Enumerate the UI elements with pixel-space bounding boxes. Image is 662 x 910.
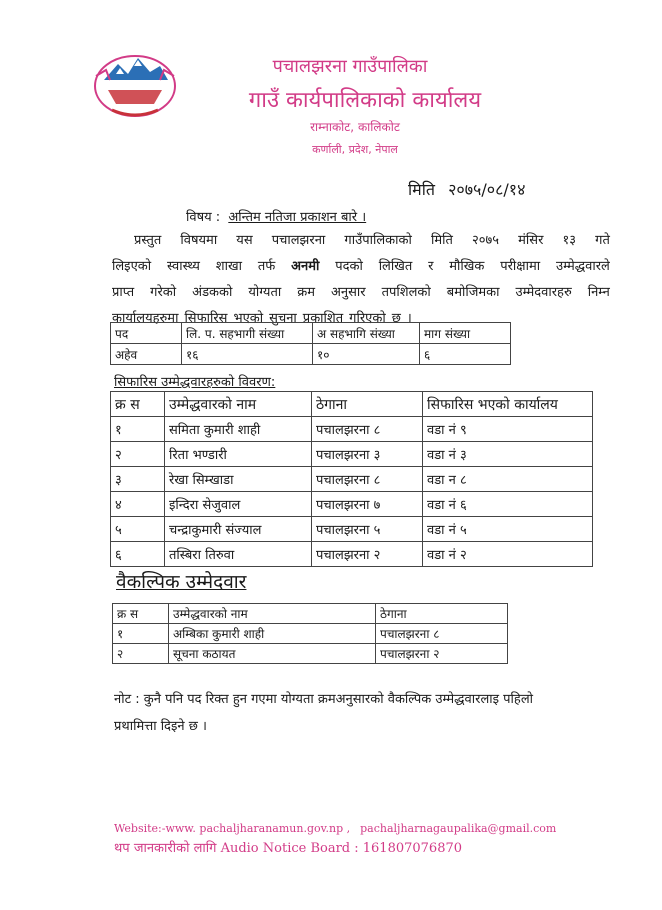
paragraph-word: कार्यालयहरुमा	[112, 311, 179, 326]
paragraph-word: क्रम	[297, 285, 316, 300]
table-cell: वडा नं ६	[423, 492, 593, 517]
table-header-row	[111, 392, 593, 417]
paragraph-word: गते	[595, 233, 610, 248]
table-cell: माग संख्या	[420, 323, 511, 344]
website-link[interactable]: Website:-www. pachaljharanamun.gov.np ,	[114, 822, 351, 835]
table-cell: सूचना कठायत	[169, 644, 376, 664]
paragraph-word: गरेको	[150, 285, 177, 300]
table-cell: वडा नं ३	[423, 442, 593, 467]
municipality-name: पचालझरना गाउँपालिका	[272, 56, 428, 77]
table-cell: वडा न ८	[423, 467, 593, 492]
table-cell: चन्द्राकुमारी संज्याल	[165, 517, 312, 542]
note-text: नोट : कुनै पनि पद रिक्त हुन गएमा योग्यता क्रमअनुसारको वैकल्पिक उम्मेद्धवारलाइ पहिलो प्रथामित्ता दिइने छ ।	[114, 692, 533, 734]
paragraph-word: बमोजिमका	[446, 285, 500, 300]
paragraph-word: उम्मेदवारहरु	[515, 285, 572, 300]
table-cell: वडा नं ९	[423, 417, 593, 442]
date-line	[408, 178, 525, 200]
table-row	[111, 517, 593, 542]
paragraph-line	[112, 254, 610, 280]
paragraph-word: यस	[236, 233, 253, 248]
table-cell: १	[113, 624, 169, 644]
table-cell: अहेव	[111, 344, 182, 365]
table-cell: समिता कुमारी शाही	[165, 417, 312, 442]
table-row	[111, 492, 593, 517]
table-cell: ठेगाना	[312, 392, 423, 417]
paragraph-word: मिति	[430, 233, 453, 248]
office-location: राम्नाकोट, कालिकोट	[310, 120, 400, 134]
table-cell: १०	[313, 344, 420, 365]
table-cell: ठेगाना	[376, 604, 508, 624]
paragraph-word: योग्यता	[248, 285, 282, 300]
table-cell: अम्बिका कुमारी शाही	[169, 624, 376, 644]
table-row	[113, 644, 508, 664]
paragraph-word: तपशिलको	[381, 285, 431, 300]
table-cell: ३	[111, 467, 165, 492]
paragraph-word: मौखिक	[449, 259, 485, 274]
post-summary-table	[110, 322, 511, 365]
table-cell: क्र स	[113, 604, 169, 624]
alternate-table	[112, 603, 508, 664]
table-cell: सिफारिस भएको कार्यालय	[423, 392, 593, 417]
government-emblem-icon	[86, 46, 184, 126]
paragraph-word: निम्न	[587, 285, 610, 300]
table-cell: रिता भण्डारी	[165, 442, 312, 467]
paragraph-word: प्रस्तुत	[134, 233, 162, 248]
table-row	[111, 467, 593, 492]
table-cell: पचालझरना ३	[312, 442, 423, 467]
paragraph-word: भएको	[233, 311, 264, 326]
table-row	[111, 442, 593, 467]
table-row	[111, 417, 593, 442]
audio-notice-line: थप जानकारीको लागि Audio Notice Board : 161807076870	[114, 841, 463, 856]
table-cell: तस्बिरा तिरुवा	[165, 542, 312, 567]
table-row	[113, 624, 508, 644]
subject-value: अन्तिम नतिजा प्रकाशन बारे ।	[228, 210, 367, 225]
paragraph-word: मंसिर	[518, 233, 544, 248]
table-row	[111, 344, 511, 365]
office-province: कर्णाली, प्रदेश, नेपाल	[312, 143, 398, 156]
recommended-table	[110, 391, 593, 567]
table-row	[111, 542, 593, 567]
paragraph-word: लिखित	[378, 259, 413, 274]
table-cell: पद	[111, 323, 182, 344]
paragraph-word: विषयमा	[180, 233, 218, 248]
table-cell: पचालझरना ८	[312, 417, 423, 442]
date-label: मिति	[408, 180, 435, 199]
table-cell: २	[111, 442, 165, 467]
office-name: गाउँ कार्यपालिकाको कार्यालय	[248, 88, 482, 113]
table-cell: पचालझरना ८	[376, 624, 508, 644]
paragraph-word: सुचना	[269, 311, 297, 326]
paragraph-word: छ	[391, 311, 401, 326]
paragraph-word: सिफारिस	[184, 311, 228, 326]
table-cell: २	[113, 644, 169, 664]
table-cell: रेखा सिम्खाडा	[165, 467, 312, 492]
paragraph-word: अंडकको	[192, 285, 233, 300]
table-cell: १६	[182, 344, 313, 365]
paragraph-word: प्रकाशित	[302, 311, 344, 326]
paragraph-word: स्वास्थ्य	[166, 259, 200, 274]
table-cell: उम्मेद्धवारको नाम	[165, 392, 312, 417]
paragraph-word: गरिएको	[349, 311, 386, 326]
paragraph-word: पदको	[335, 259, 363, 274]
recommended-heading: सिफारिस उम्मेद्धवारहरुको विवरण:	[114, 375, 276, 390]
table-cell: पचालझरना ५	[312, 517, 423, 542]
paragraph-word: २०७५	[472, 233, 500, 248]
table-cell: वडा नं २	[423, 542, 593, 567]
paragraph-word: प्राप्त	[112, 285, 135, 300]
table-header-row	[111, 323, 511, 344]
table-cell: उम्मेद्धवारको नाम	[169, 604, 376, 624]
paragraph-word: गाउँपालिकाको	[344, 233, 412, 248]
table-cell: वडा नं ५	[423, 517, 593, 542]
paragraph-word: अनमी	[291, 259, 320, 274]
table-cell: पचालझरना ७	[312, 492, 423, 517]
alternate-heading: वैकल्पिक उम्मेदवार	[116, 571, 247, 593]
subject-line	[186, 207, 366, 225]
table-header-row	[113, 604, 508, 624]
table-cell: इन्दिरा सेजुवाल	[165, 492, 312, 517]
table-cell: लि. प. सहभागी संख्या	[182, 323, 313, 344]
table-cell: ५	[111, 517, 165, 542]
paragraph-word: तर्फ	[257, 259, 276, 274]
table-cell: ४	[111, 492, 165, 517]
table-cell: अ सहभागि संख्या	[313, 323, 420, 344]
date-value: २०७५/०८/१४	[448, 180, 526, 199]
table-cell: क्र स	[111, 392, 165, 417]
subject-label: विषय :	[186, 210, 221, 225]
email-link[interactable]: pachaljharnagaupalika@gmail.com	[360, 822, 557, 835]
paragraph-word: १३	[562, 233, 577, 248]
paragraph-word: र	[428, 259, 434, 274]
table-cell: पचालझरना २	[376, 644, 508, 664]
footer-contact	[114, 822, 566, 835]
paragraph-word: लिइएको	[112, 259, 152, 274]
table-cell: ६	[420, 344, 511, 365]
paragraph-word: परीक्षामा	[500, 259, 541, 274]
table-cell: पचालझरना ८	[312, 467, 423, 492]
table-cell: पचालझरना २	[312, 542, 423, 567]
paragraph-word: पचालझरना	[271, 233, 326, 248]
table-cell: ६	[111, 542, 165, 567]
paragraph-word: शाखा	[215, 259, 242, 274]
paragraph-word: उम्मेद्धवारले	[555, 259, 610, 274]
table-cell: १	[111, 417, 165, 442]
paragraph-line	[112, 280, 610, 306]
paragraph-line	[112, 228, 610, 254]
paragraph-word: अनुसार	[331, 285, 366, 300]
notice-paragraph	[112, 228, 610, 332]
paragraph-word: ।	[406, 311, 412, 326]
